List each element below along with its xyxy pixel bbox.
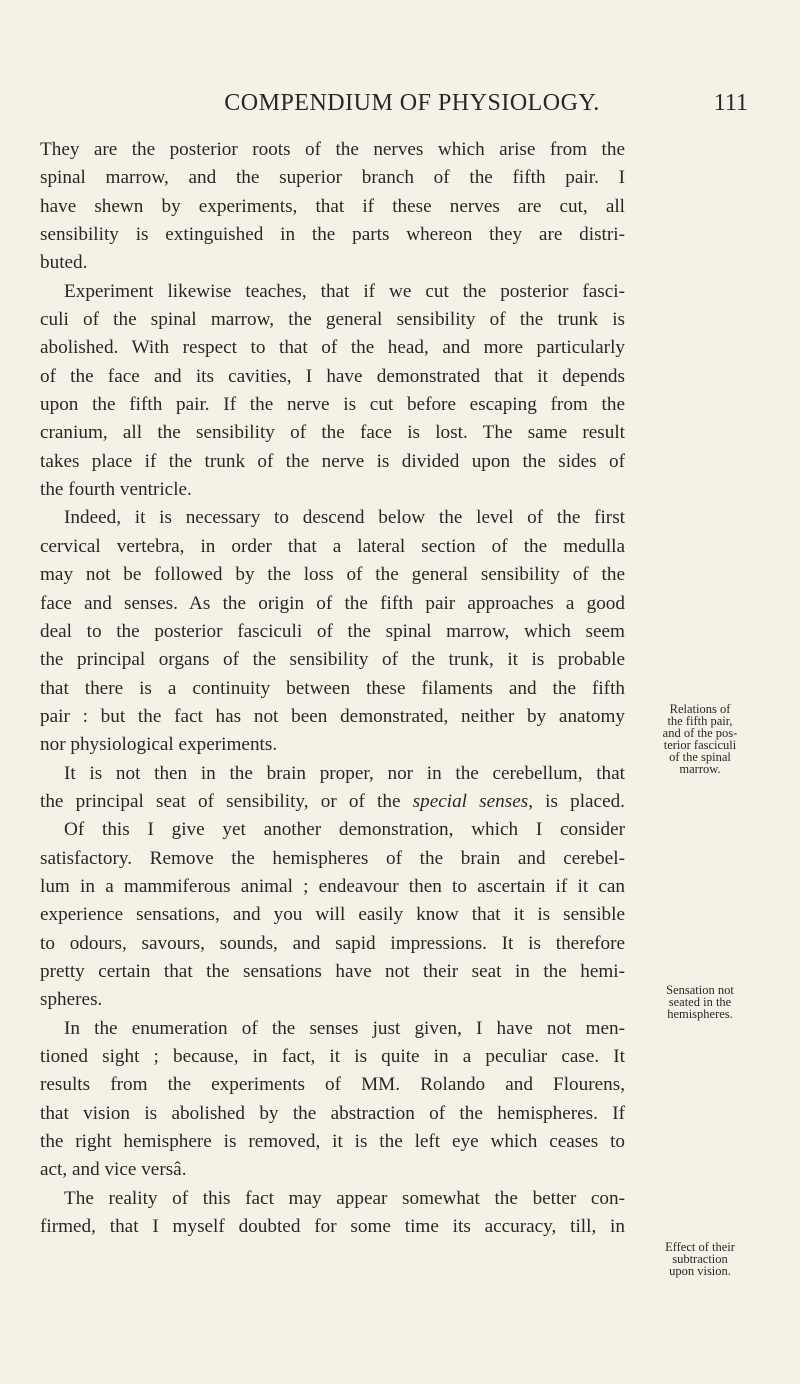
- running-title: COMPENDIUM OF PHYSIOLOGY.: [224, 90, 600, 116]
- text-line: lum in a mammiferous animal ; endeavour then to ascertain if it can: [40, 875, 625, 897]
- text-line: upon the fifth pair. If the nerve is cut before escaping from the: [40, 394, 625, 416]
- paragraph-6: [40, 1185, 625, 1242]
- side-note-effect: [625, 1241, 775, 1277]
- side-note-line: marrow.: [679, 762, 721, 776]
- side-note-line: Sensation not: [666, 983, 734, 997]
- text-line: The reality of this fact may appear somewhat the better con-: [64, 1187, 625, 1209]
- text-line: that there is a continuity between these filaments and the fifth: [40, 677, 625, 699]
- side-note-line: Effect of their: [665, 1240, 735, 1254]
- text-line: of the face and its cavities, I have demonstrated that it depends: [40, 365, 625, 387]
- text-run: the principal seat of sensibility, or of the: [40, 790, 413, 812]
- text-line: experience sensations, and you will easily know that it is sensible: [40, 904, 625, 926]
- side-note-line: hemispheres.: [667, 1007, 733, 1021]
- text-line: the fourth ventricle.: [40, 479, 192, 501]
- page-header: [122, 90, 748, 120]
- text-line: spheres.: [40, 989, 103, 1011]
- side-note-line: seated in the: [668, 995, 732, 1009]
- text-line: sensibility is extinguished in the parts whereon they are distri-: [40, 224, 625, 246]
- paragraph-3: [40, 504, 625, 759]
- paragraph-1: [40, 136, 625, 278]
- text-line: takes place if the trunk of the nerve is divided upon the sides of: [40, 450, 625, 472]
- text-line: Of this I give yet another demonstration, which I consider: [64, 819, 625, 841]
- side-note-line: Relations of: [669, 702, 731, 716]
- side-note-line: of the spinal: [669, 750, 731, 764]
- side-note-line: subtraction: [672, 1252, 728, 1266]
- body-text: [40, 136, 625, 1241]
- text-line: nor physiological experiments.: [40, 734, 278, 756]
- text-line: face and senses. As the origin of the fifth pair approaches a good: [40, 592, 625, 614]
- text-line: the principal organs of the sensibility of the trunk, it is probable: [40, 649, 625, 671]
- text-line: They are the posterior roots of the nerves which arise from the: [40, 139, 625, 160]
- text-line: may not be followed by the loss of the general sensibility of the: [40, 564, 625, 586]
- text-line: to odours, savours, sounds, and sapid impressions. It is therefore: [40, 932, 625, 954]
- paragraph-5: [40, 1015, 625, 1185]
- text-line: culi of the spinal marrow, the general sensibility of the trunk is: [40, 309, 625, 331]
- side-note-line: upon vision.: [669, 1264, 731, 1278]
- side-note-sensation: [625, 984, 775, 1020]
- text-line: act, and vice versâ.: [40, 1159, 187, 1181]
- text-line: [40, 788, 625, 816]
- side-note-line: terior fasciculi: [663, 738, 737, 752]
- text-line: In the enumeration of the senses just given, I have not men-: [64, 1017, 625, 1039]
- paragraph-4: [40, 760, 625, 1015]
- text-line: cranium, all the sensibility of the face is lost. The same result: [40, 422, 625, 444]
- side-note-relations: [625, 703, 775, 775]
- page-number: 111: [713, 90, 748, 116]
- text-line: results from the experiments of MM. Rolando and Flourens,: [40, 1074, 625, 1096]
- text-line: pair : but the fact has not been demonstrated, neither by anatomy: [40, 705, 625, 727]
- side-note-line: and of the pos-: [662, 726, 738, 740]
- text-line: spinal marrow, and the superior branch of the fifth pair. I: [40, 167, 625, 189]
- text-line: It is not then in the brain proper, nor in the cerebellum, that: [64, 762, 625, 784]
- text-line: firmed, that I myself doubted for some time its accuracy, till, in: [40, 1216, 625, 1238]
- text-run: , is placed.: [528, 790, 625, 812]
- text-line: tioned sight ; because, in fact, it is quite in a peculiar case. It: [40, 1046, 625, 1067]
- text-line: the right hemisphere is removed, it is the left eye which ceases to: [40, 1131, 625, 1153]
- text-line: have shewn by experiments, that if these nerves are cut, all: [40, 195, 625, 217]
- italic-text: special senses: [412, 790, 529, 812]
- text-line: pretty certain that the sensations have not their seat in the hemi-: [40, 960, 625, 982]
- text-line: Indeed, it is necessary to descend below the level of the first: [64, 507, 625, 529]
- text-line: abolished. With respect to that of the head, and more particularly: [40, 337, 625, 359]
- text-line: deal to the posterior fasciculi of the spinal marrow, which seem: [40, 620, 625, 642]
- side-note-line: the fifth pair,: [667, 714, 733, 728]
- text-line: that vision is abolished by the abstraction of the hemispheres. If: [40, 1102, 625, 1124]
- text-line: cervical vertebra, in order that a lateral section of the medulla: [40, 535, 625, 557]
- text-line: satisfactory. Remove the hemispheres of the brain and cerebel-: [40, 847, 625, 869]
- paragraph-2: [40, 278, 625, 505]
- text-line: buted.: [40, 252, 88, 274]
- text-line: Experiment likewise teaches, that if we cut the posterior fasci-: [64, 280, 625, 302]
